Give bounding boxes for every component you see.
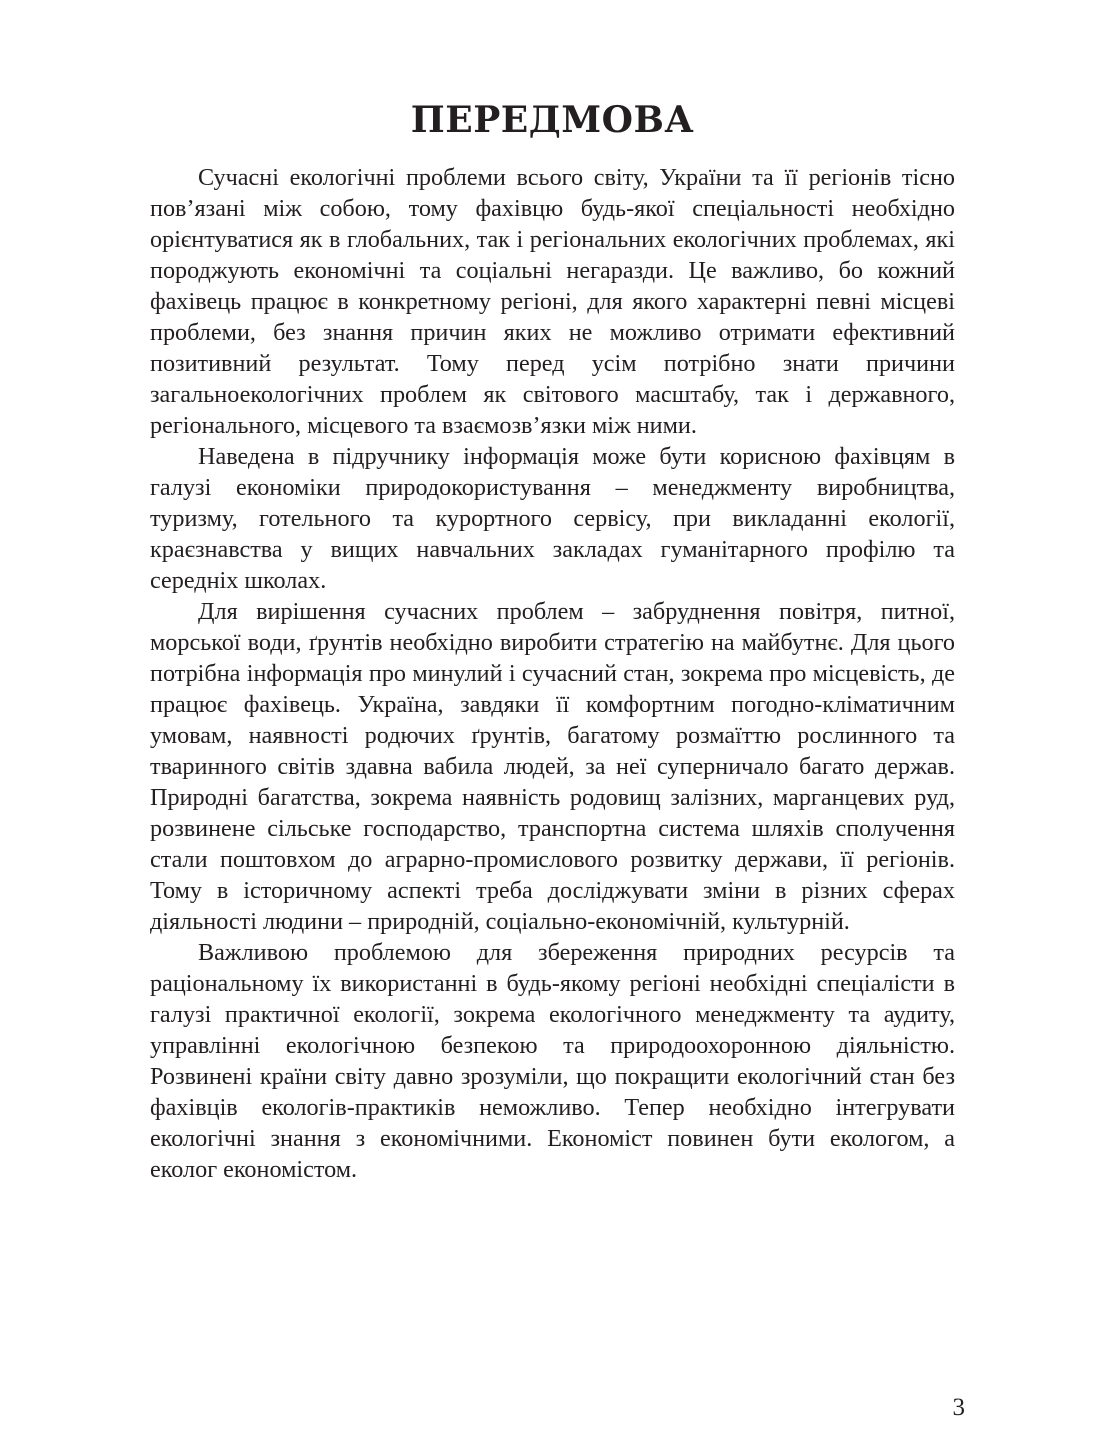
page-content [150,90,955,1185]
paragraph-3: Для вирішення сучасних проблем – забруднення повітря, питної, морської води, ґрунтів необхідно виробити стратегію на майбутнє. Для цього потрібна інформація про минулий і сучасний стан, зокрема про місцевість, де працює фахівець. Україна, завдяки її комфортним погодно-кліматичним умовам, наявності родючих ґрунтів, багатому розмаїттю рослинного та тваринного світів здавна вабила людей, за неї суперничало багато держав. Природні багатства, зокрема наявність родовищ залізних, марганцевих руд, розвинене сільське господарство, транспортна система шляхів сполучення стали поштовхом до аграрно-промислового розвитку держави, її регіонів. Тому в історичному аспекті треба досліджувати зміни в різних сферах діяльності людини – природній, соціально-економічній, культурній. [150,598,955,935]
paragraph-2: Наведена в підручнику інформація може бути корисною фахівцям в галузі економіки природокористування – менеджменту виробництва, туризму, готельного та курортного сервісу, при викладанні екології, краєзнавства у вищих навчальних закладах гуманітарного профілю та середніх школах. [150,443,955,594]
preface-body [150,162,955,1185]
page-number: 3 [952,1394,965,1421]
paragraph-4: Важливою проблемою для збереження природних ресурсів та раціональному їх використанні в будь-якому регіоні необхідні спеціалісти в галузі практичної екології, зокрема екологічного менеджменту та аудиту, управлінні екологічною безпекою та природоохоронною діяльністю. Розвинені країни світу давно зрозуміли, що покращити екологічний стан без фахівців екологів-практиків неможливо. Тепер необхідно інтегрувати екологічні знання з економічними. Економіст повинен бути екологом, а еколог економістом. [150,939,955,1183]
paragraph-1: Сучасні екологічні проблеми всього світу, України та її регіонів тісно пов’язані між собою, тому фахівцю будь-якої спеціальності необхідно орієнтуватися як в глобальних, так і регіональних екологічних проблемах, які породжують економічні та соціальні негаразди. Це важливо, бо кожний фахівець працює в конкретному регіоні, для якого характерні певні місцеві проблеми, без знання причин яких не можливо отримати ефективний позитивний результат. Тому перед усім потрібно знати причини загальноекологічних проблем як світового масштабу, так і державного, регіонального, місцевого та взаємозв’язки між ними. [150,164,955,439]
page-title: ПЕРЕДМОВА [410,99,695,141]
